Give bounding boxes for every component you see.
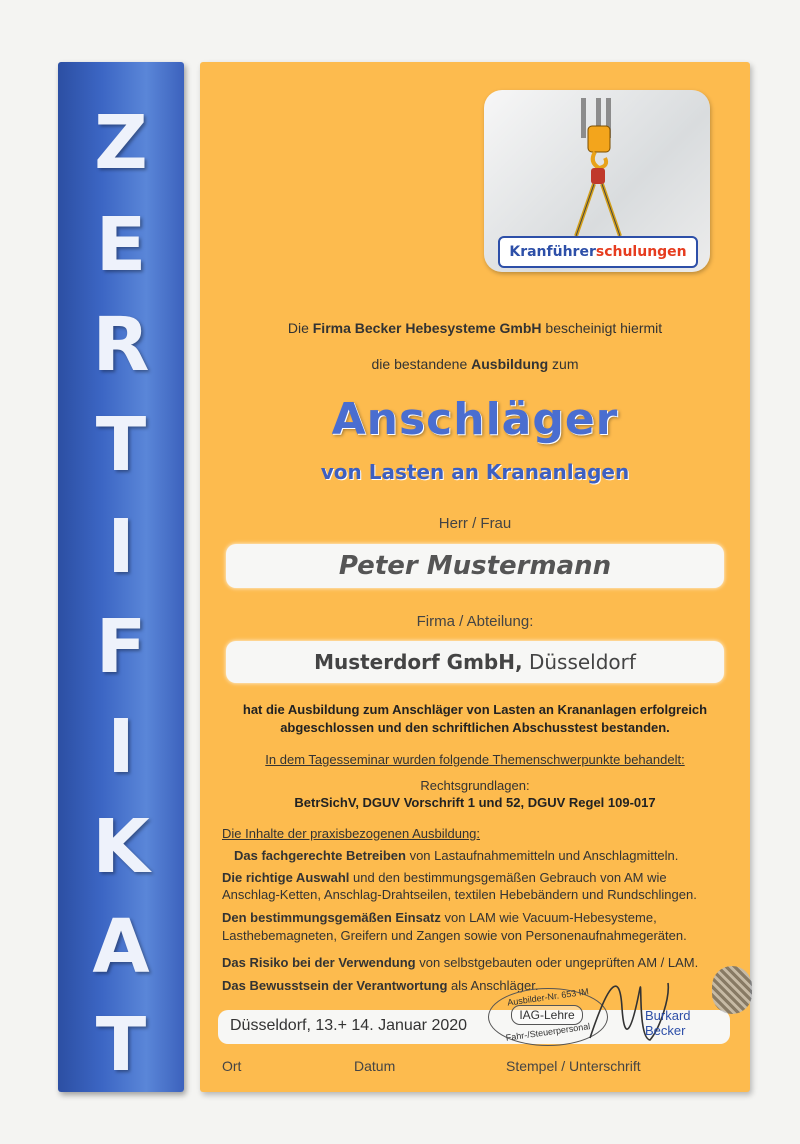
- date-text: Düsseldorf, 13.+ 14. Januar 2020: [230, 1017, 468, 1034]
- side-letter: Z: [94, 100, 148, 186]
- footer-date: Datum: [354, 1058, 396, 1074]
- seminar-heading: In dem Tagesseminar wurden folgende Themenschwerpunkte behandelt:: [265, 752, 685, 767]
- seal-icon: [712, 966, 752, 1014]
- practice-item: Lasthebemagneten, Greifern und Zangen sowie von Personenaufnahmegeräten.: [222, 928, 687, 943]
- logo-text-1: Kranführer: [509, 244, 596, 260]
- side-letter: I: [107, 704, 135, 790]
- footer-place: Ort: [222, 1058, 242, 1074]
- logo-badge: [498, 236, 698, 268]
- stamp-top-text: Ausbilder-Nr. 653 IM: [506, 986, 590, 1008]
- stamp-center-text: IAG-Lehre: [511, 1005, 583, 1025]
- side-letter: T: [95, 402, 147, 488]
- legal-label: Rechtsgrundlagen:: [420, 778, 530, 793]
- legal-text: BetrSichV, DGUV Vorschrift 1 und 52, DGUV Regel 109-017: [294, 795, 656, 810]
- practice-item: Den bestimmungsgemäßen Einsatz von LAM wie Vacuum-Hebesysteme,: [222, 910, 657, 925]
- practice-heading: Die Inhalte der praxisbezogenen Ausbildung:: [222, 826, 481, 841]
- practice-item: Die richtige Auswahl und den bestimmungsgemäßen Gebrauch von AM wie: [222, 870, 667, 885]
- side-letter: I: [107, 504, 135, 590]
- side-letter: A: [92, 904, 150, 990]
- participant-name: Peter Mustermann: [226, 544, 724, 588]
- result-line-1: hat die Ausbildung zum Anschläger von Lasten an Krananlagen erfolgreich: [242, 702, 708, 717]
- side-letter: K: [92, 804, 150, 890]
- certificate-subtitle: von Lasten an Krananlagen: [320, 460, 630, 484]
- practice-item: Das Bewusstsein der Verantwortung als Anschläger.: [222, 978, 539, 993]
- certificate-title: Anschläger: [331, 394, 619, 445]
- logo-text-2: schulungen: [595, 244, 687, 260]
- company-field: Musterdorf GmbH, Düsseldorf: [226, 641, 724, 683]
- signature-name: Burkard Becker: [645, 1008, 691, 1038]
- side-banner: [58, 62, 184, 1092]
- intro-line-1: Die Firma Becker Hebesysteme GmbH bescheinigt hiermit: [287, 320, 663, 336]
- intro-line-2: die bestandene Ausbildung zum: [371, 356, 579, 372]
- salutation-label: Herr / Frau: [438, 515, 512, 532]
- side-letter: R: [92, 302, 150, 388]
- side-letter: T: [95, 1002, 147, 1088]
- practice-item: Anschlag-Ketten, Anschlag-Drahtseilen, textilen Hebebändern und Rundschlingen.: [222, 887, 697, 902]
- footer-stamp: Stempel / Unterschrift: [506, 1058, 641, 1074]
- side-letter: F: [95, 604, 147, 690]
- company-label: Firma / Abteilung:: [416, 613, 534, 630]
- practice-item: Das Risiko bei der Verwendung von selbstgebauten oder ungeprüften AM / LAM.: [222, 955, 699, 970]
- side-letter: E: [95, 202, 147, 288]
- stamp-bottom-text: Fahr-/Steuerpersonal: [505, 1021, 591, 1043]
- company-logo: [484, 90, 710, 272]
- result-line-2: abgeschlossen und den schriftlichen Abschusstest bestanden.: [280, 720, 670, 735]
- practice-item: Das fachgerechte Betreiben von Lastaufnahmemitteln und Anschlagmitteln.: [234, 848, 679, 863]
